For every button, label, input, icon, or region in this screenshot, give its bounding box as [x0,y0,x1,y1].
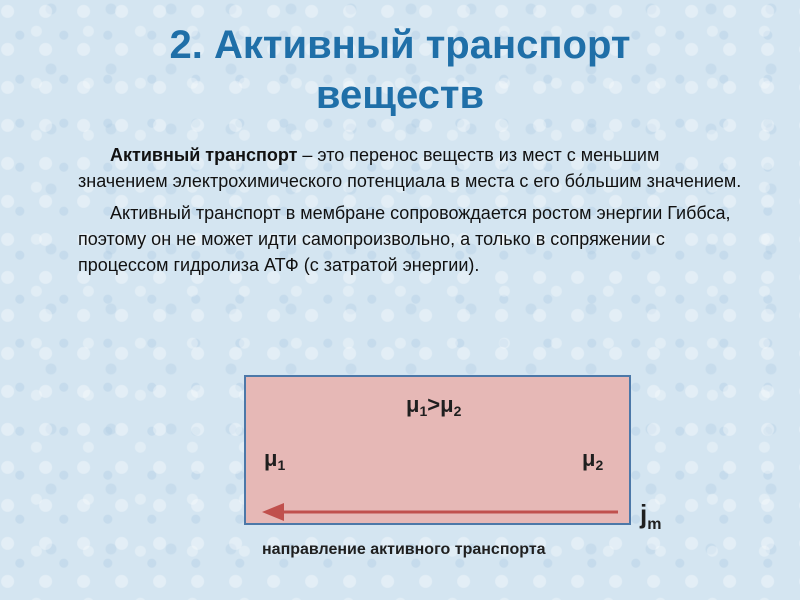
definition-term: Активный транспорт [110,145,298,165]
potential-left-label: $\mu_1$ [264,446,286,473]
slide-title-line2: веществ [315,73,485,117]
potential-relation-label: $\mu_1>\mu_2$ [406,392,462,419]
explanation-paragraph: Активный транспорт в мембране сопровождается ростом энергии Гиббса, поэтому он не может идти самопроизвольно, а только в сопряжении с процессом гидролиза АТФ (с затратой энергии). [78,203,731,275]
arrow-caption: направление активного транспорта [262,541,546,558]
potential-right-label: $\mu_2$ [582,446,604,473]
flux-label: $j_m$ [640,499,662,533]
slide-title-line1: 2. Активный транспорт [169,23,631,67]
arrow-head-icon [262,503,284,521]
definition-text: – это перенос веществ из мест с меньшим значением электрохимического потенциала в места с его бо́льшим значением. [78,145,742,191]
